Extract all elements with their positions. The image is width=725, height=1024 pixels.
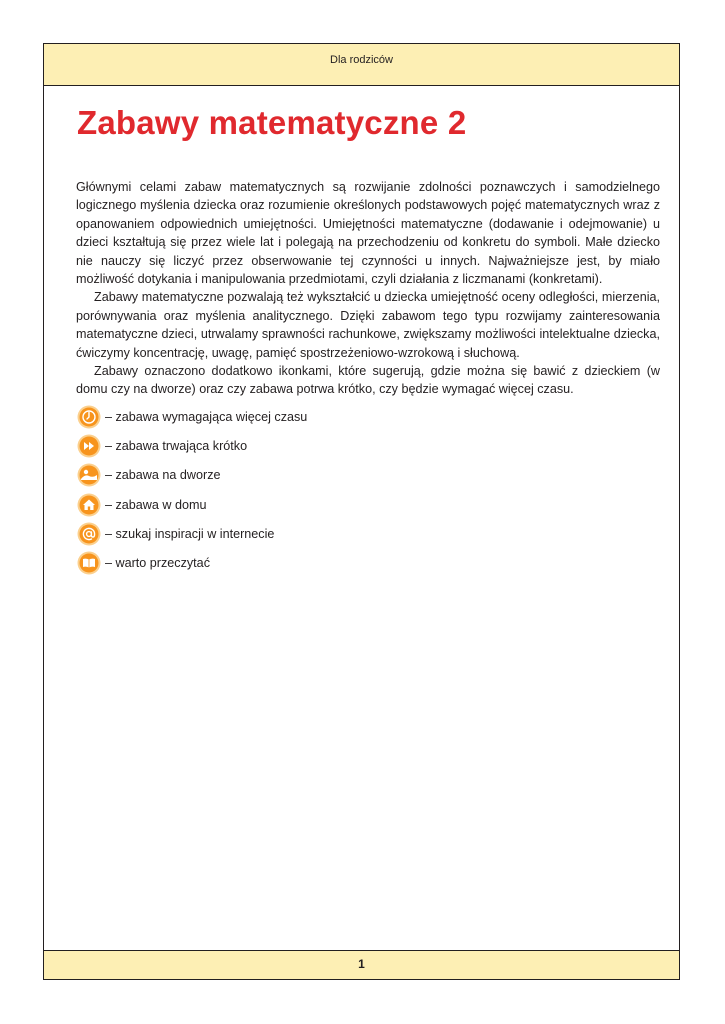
legend-label: – szukaj inspiracji w internecie — [105, 526, 275, 541]
body-text — [76, 178, 660, 399]
legend-item — [77, 519, 307, 548]
outdoor-icon — [77, 463, 101, 487]
header-label: Dla rodziców — [330, 54, 393, 66]
book-icon — [77, 551, 101, 575]
legend-label: – zabawa w domu — [105, 497, 207, 512]
legend-item — [77, 402, 307, 431]
page-title: Zabawy matematyczne 2 — [77, 104, 467, 141]
at-sign-icon — [77, 522, 101, 546]
legend-label: – zabawa na dworze — [105, 468, 221, 483]
house-icon — [77, 493, 101, 517]
page-header — [44, 44, 679, 86]
clock-icon — [77, 405, 101, 429]
legend-item — [77, 490, 307, 519]
page-number: 1 — [358, 957, 365, 971]
page-footer — [44, 950, 679, 979]
legend-label: – zabawa trwająca krótko — [105, 438, 248, 453]
legend-item — [77, 461, 307, 490]
legend-label: – warto przeczytać — [105, 556, 210, 571]
paragraph: Zabawy matematyczne pozwalają też wykształcić u dziecka umiejętność oceny odległości, mierzenia, porównywania oraz myślenia analitycznego. Dzięki zabawom tego typu rozwijamy zainteresowania matematyczne dzieci, utrwalamy sprawności rachunkowe, zwiększamy możliwości intelektualne dziecka, ćwiczymy koncentrację, uwagę, pamięć spostrzeżeniowo-wzrokową i słuchową. — [76, 290, 660, 360]
fast-forward-icon — [77, 434, 101, 458]
legend-label: – zabawa wymagająca więcej czasu — [105, 409, 308, 424]
page-frame — [43, 43, 680, 980]
paragraph: Głównymi celami zabaw matematycznych są rozwijanie zdolności poznawczych i samodzielnego logicznego myślenia dziecka oraz rozumienie określonych podstawowych pojęć matematycznych wraz z opanowaniem odpowiednich umiejętności. Umiejętności matematyczne (dodawanie i odejmowanie) u dzieci kształtują się przez wiele lat i polegają na przechodzeniu od konkretu do symboli. Małe dziecko nie nauczy się liczyć przez obserwowanie tej czynności u innych. Najważniejsze jest, by miało możliwość dotykania i manipulowania przedmiotami, czyli działania z liczmanami (konkretami). — [76, 180, 660, 287]
legend-item — [77, 548, 307, 577]
icon-legend — [77, 402, 307, 578]
paragraph: Zabawy oznaczono dodatkowo ikonkami, które sugerują, gdzie można się bawić z dzieckiem (w domu czy na dworze) oraz czy zabawa potrwa krótko, czy będzie wymagać więcej czasu. — [76, 364, 660, 397]
legend-item — [77, 431, 307, 460]
